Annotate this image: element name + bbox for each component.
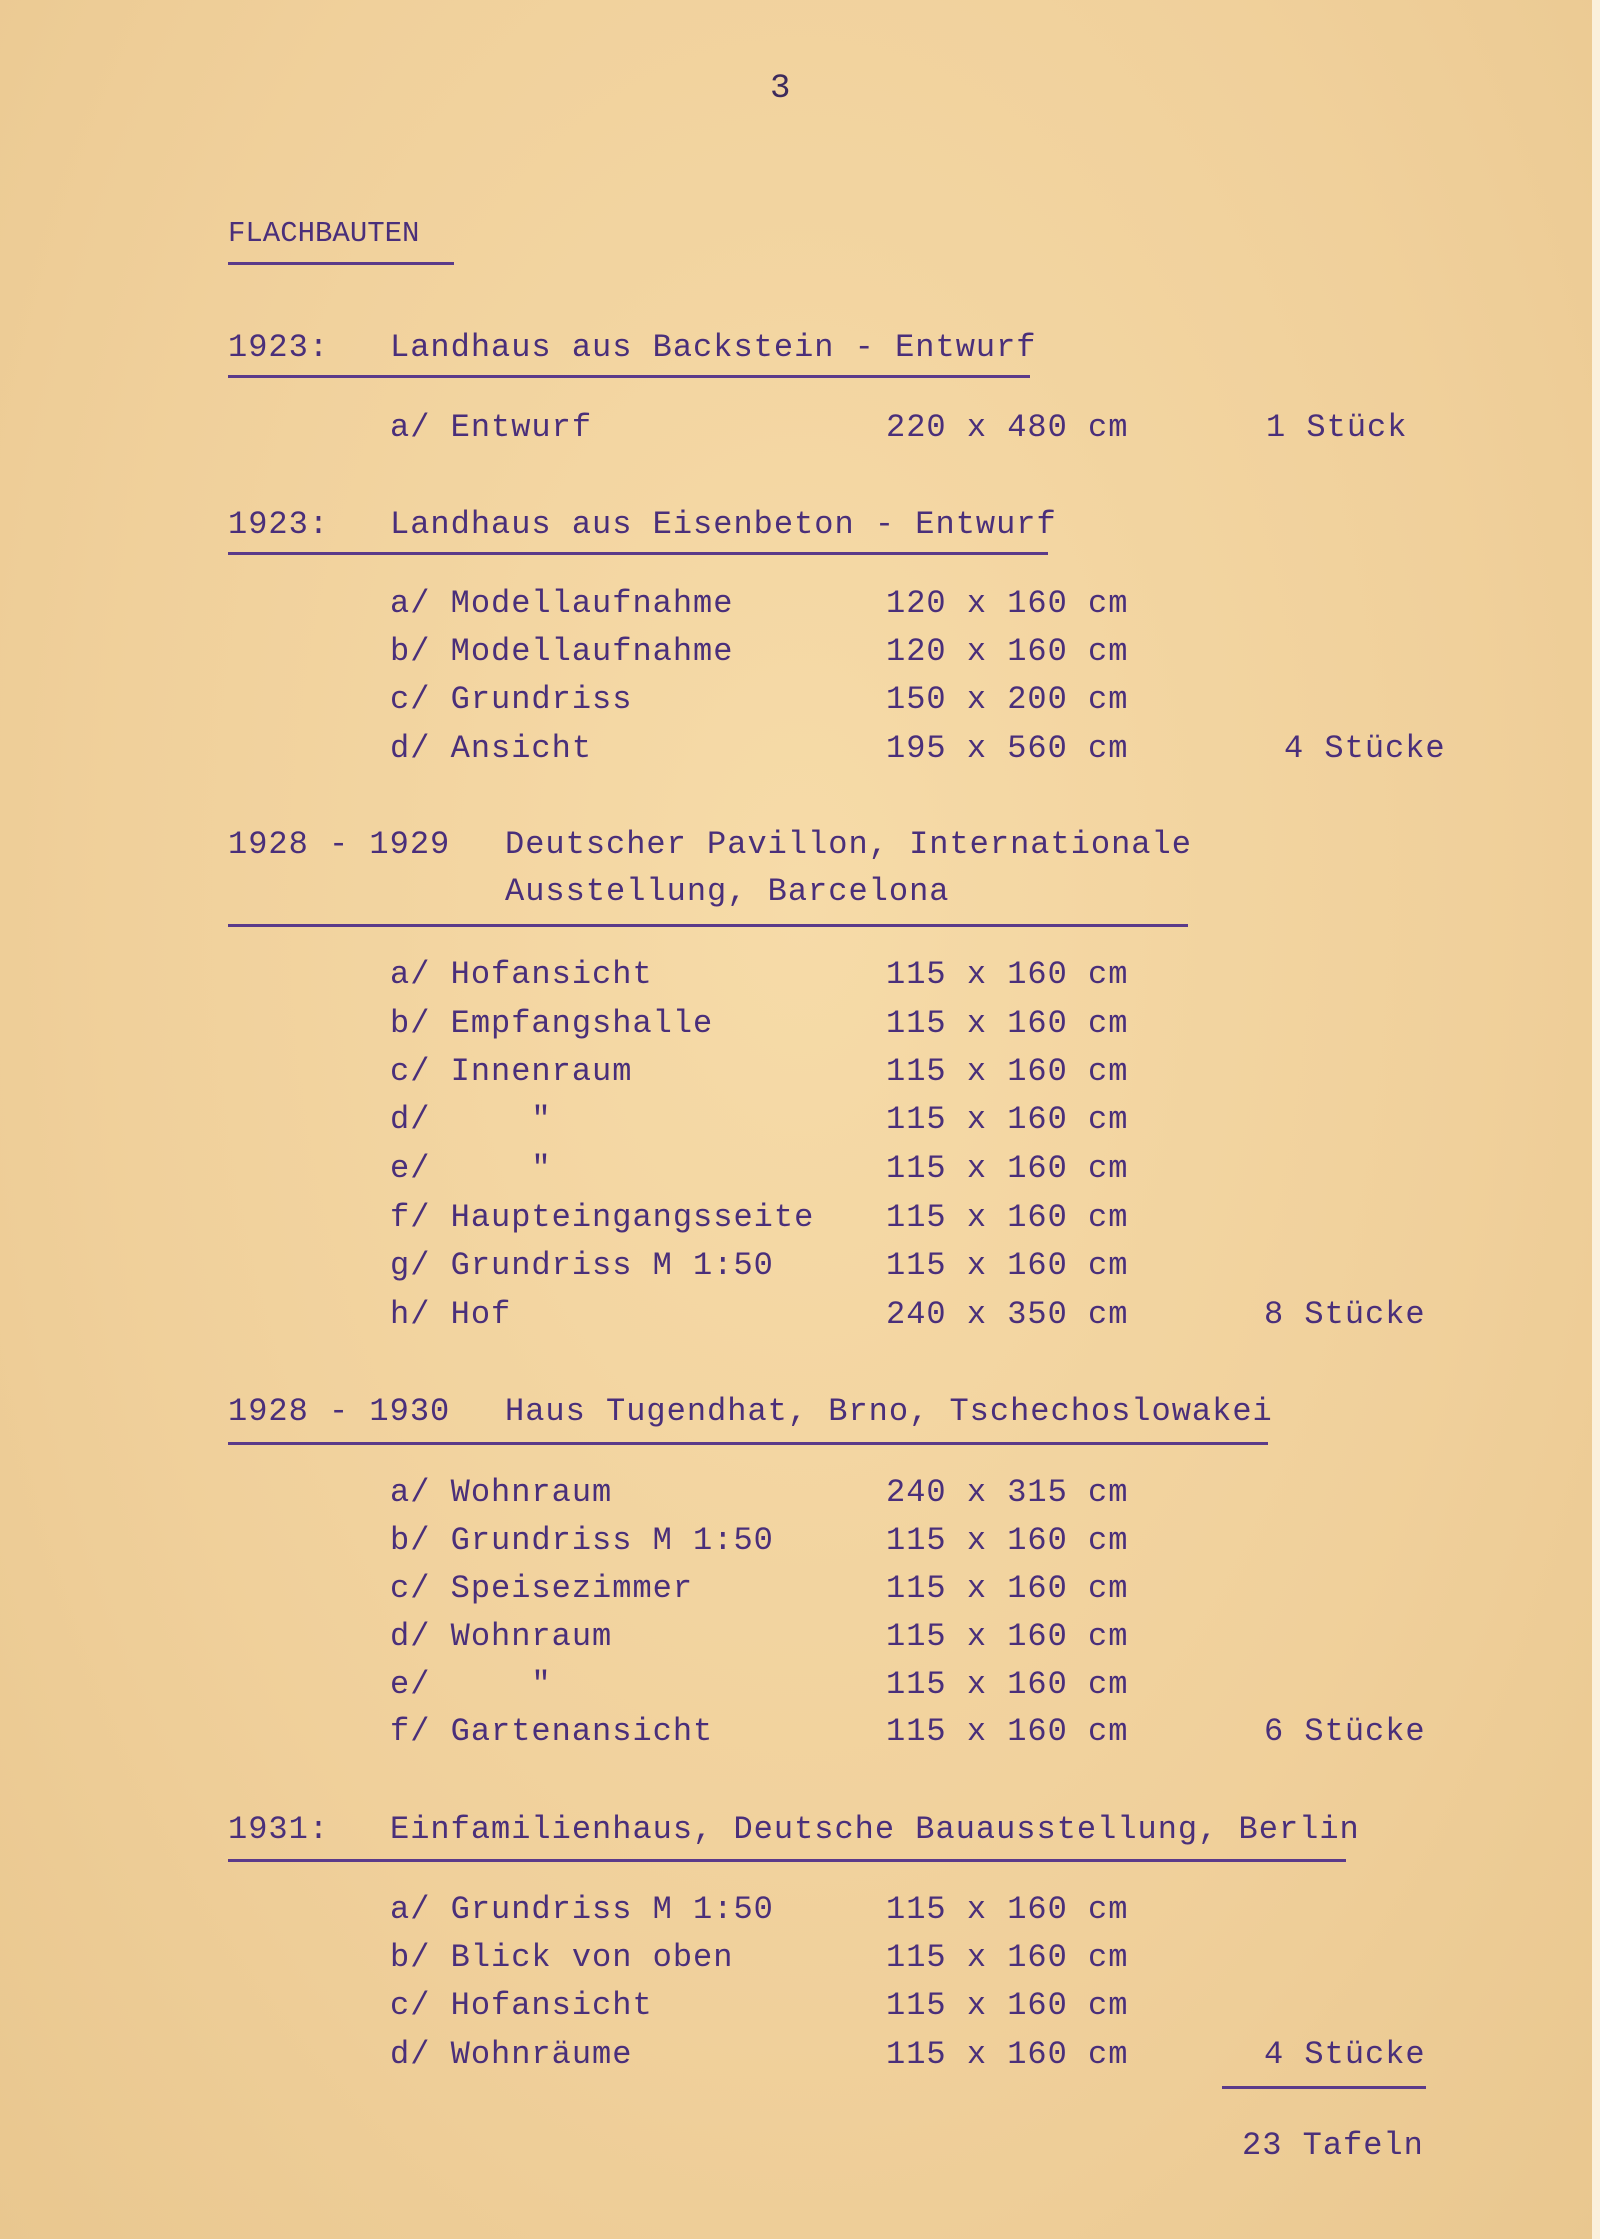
- item-label: e/ ": [390, 1666, 552, 1703]
- item-count: 8 Stücke: [1264, 1296, 1426, 1333]
- item-size: 115 x 160 cm: [886, 1150, 1129, 1187]
- section-title: Einfamilienhaus, Deutsche Bauausstellung, Berlin: [390, 1811, 1360, 1848]
- section-underline: [228, 1442, 1268, 1445]
- section-title: Landhaus aus Backstein - Entwurf: [390, 329, 1037, 366]
- item-size: 115 x 160 cm: [886, 1891, 1129, 1928]
- item-size: 115 x 160 cm: [886, 956, 1129, 993]
- paper-edge: [1592, 0, 1600, 2239]
- item-label: f/ Haupteingangsseite: [390, 1199, 815, 1236]
- item-size: 150 x 200 cm: [886, 681, 1129, 718]
- item-label: c/ Innenraum: [390, 1053, 633, 1090]
- item-count: 1 Stück: [1266, 409, 1408, 446]
- item-label: a/ Hofansicht: [390, 956, 653, 993]
- item-label: b/ Empfangshalle: [390, 1005, 714, 1042]
- item-size: 115 x 160 cm: [886, 1570, 1129, 1607]
- item-size: 240 x 315 cm: [886, 1474, 1129, 1511]
- item-label: d/ Wohnräume: [390, 2036, 633, 2073]
- item-label: f/ Gartenansicht: [390, 1713, 714, 1750]
- item-count: 6 Stücke: [1264, 1713, 1426, 1750]
- item-size: 115 x 160 cm: [886, 2036, 1129, 2073]
- section-underline: [228, 1859, 1346, 1862]
- item-size: 115 x 160 cm: [886, 1053, 1129, 1090]
- item-size: 115 x 160 cm: [886, 1101, 1129, 1138]
- item-size: 240 x 350 cm: [886, 1296, 1129, 1333]
- item-label: h/ Hof: [390, 1296, 512, 1333]
- item-label: a/ Entwurf: [390, 409, 593, 446]
- item-size: 220 x 480 cm: [886, 409, 1129, 446]
- item-count: 4 Stücke: [1264, 2036, 1426, 2073]
- item-label: c/ Speisezimmer: [390, 1570, 694, 1607]
- item-label: b/ Blick von oben: [390, 1939, 734, 1976]
- total-count: 23 Tafeln: [1242, 2127, 1424, 2164]
- heading-underline: [228, 262, 454, 265]
- item-label: d/ Wohnraum: [390, 1618, 613, 1655]
- section-underline: [228, 552, 1048, 555]
- page-number: 3: [770, 70, 791, 108]
- item-size: 115 x 160 cm: [886, 1987, 1129, 2024]
- item-label: d/ ": [390, 1101, 552, 1138]
- item-label: a/ Grundriss M 1:50: [390, 1891, 774, 1928]
- item-label: c/ Grundriss: [390, 681, 633, 718]
- item-size: 115 x 160 cm: [886, 1666, 1129, 1703]
- section-year: 1923:: [228, 329, 330, 366]
- section-underline: [228, 375, 1030, 378]
- item-size: 120 x 160 cm: [886, 633, 1129, 670]
- item-label: b/ Grundriss M 1:50: [390, 1522, 774, 1559]
- item-size: 120 x 160 cm: [886, 585, 1129, 622]
- section-title: Haus Tugendhat, Brno, Tschechoslowakei: [505, 1393, 1273, 1430]
- item-size: 115 x 160 cm: [886, 1522, 1129, 1559]
- section-title-cont: Ausstellung, Barcelona: [505, 873, 950, 910]
- section-year: 1931:: [228, 1811, 330, 1848]
- item-label: d/ Ansicht: [390, 730, 593, 767]
- section-title: Deutscher Pavillon, Internationale: [505, 826, 1192, 863]
- item-size: 115 x 160 cm: [886, 1939, 1129, 1976]
- item-size: 115 x 160 cm: [886, 1618, 1129, 1655]
- item-count: 4 Stücke: [1284, 730, 1446, 767]
- item-label: a/ Wohnraum: [390, 1474, 613, 1511]
- item-size: 115 x 160 cm: [886, 1005, 1129, 1042]
- section-title: Landhaus aus Eisenbeton - Entwurf: [390, 506, 1057, 543]
- section-underline: [228, 924, 1188, 927]
- page-heading: FLACHBAUTEN: [228, 217, 420, 250]
- item-label: a/ Modellaufnahme: [390, 585, 734, 622]
- item-size: 115 x 160 cm: [886, 1199, 1129, 1236]
- item-label: b/ Modellaufnahme: [390, 633, 734, 670]
- item-label: e/ ": [390, 1150, 552, 1187]
- total-rule: [1222, 2086, 1426, 2089]
- item-size: 195 x 560 cm: [886, 730, 1129, 767]
- section-year: 1928 - 1930: [228, 1393, 451, 1430]
- item-label: c/ Hofansicht: [390, 1987, 653, 2024]
- section-year: 1923:: [228, 506, 330, 543]
- section-year: 1928 - 1929: [228, 826, 451, 863]
- item-label: g/ Grundriss M 1:50: [390, 1247, 774, 1284]
- item-size: 115 x 160 cm: [886, 1247, 1129, 1284]
- item-size: 115 x 160 cm: [886, 1713, 1129, 1750]
